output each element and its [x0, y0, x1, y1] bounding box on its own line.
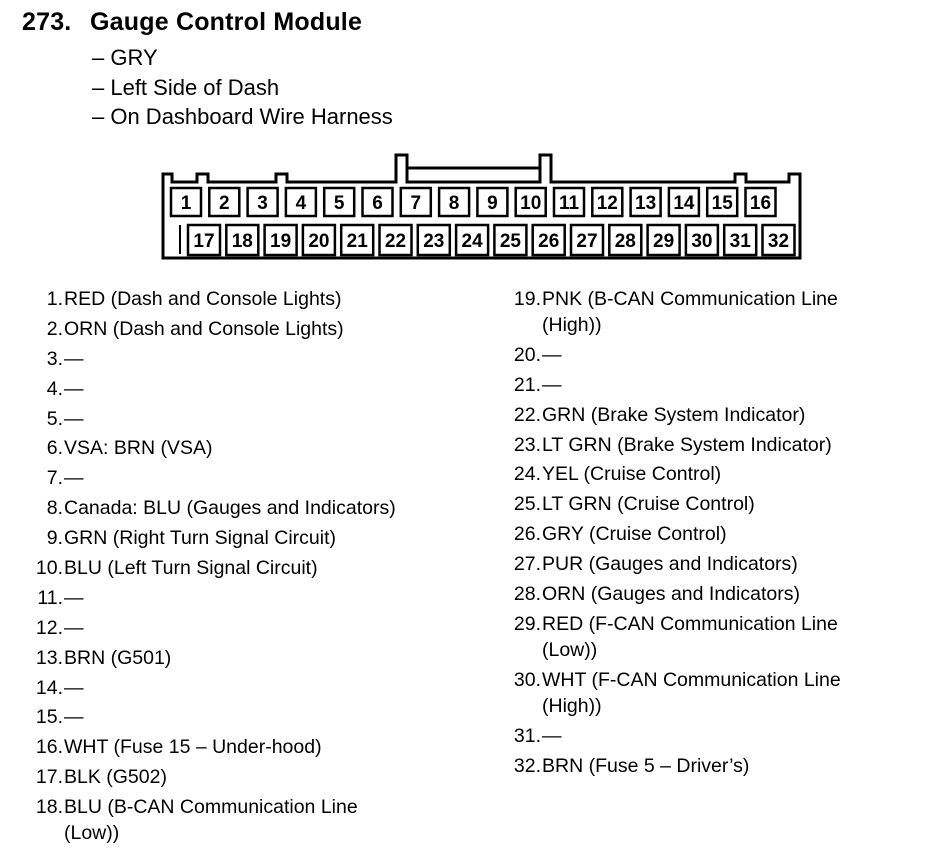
pin-number: 16. [35, 736, 63, 759]
pin-label: 4 [295, 193, 307, 214]
pin-number: 31. [513, 724, 541, 747]
pin-number: 5. [46, 407, 63, 430]
connector-pin-5 [324, 188, 354, 216]
pin-description: WHT (Fuse 15 – Under-hood) [64, 736, 322, 759]
pin-description: — [542, 373, 562, 396]
detail-location: – Left Side of Dash [92, 74, 280, 100]
pin-entry [18, 465, 458, 491]
pin-number: 11. [37, 586, 63, 609]
connector-pin-2 [209, 188, 239, 216]
pin-number: 17. [35, 766, 63, 789]
pin-entry [496, 286, 928, 338]
pin-description: RED (Dash and Console Lights) [64, 288, 342, 310]
pin-entry [18, 645, 458, 671]
pin-entry [18, 376, 458, 402]
pin-label: 24 [461, 231, 483, 252]
pin-number: 12. [35, 616, 63, 639]
pin-description: RED (F-CAN Communication Line (Low)) [542, 612, 838, 661]
pin-number: 8. [46, 497, 63, 520]
connector-pin-3 [248, 188, 278, 216]
pin-entry [18, 316, 458, 342]
pin-entry [18, 346, 458, 372]
pin-entry [18, 734, 458, 760]
pin-description: LT GRN (Brake System Indicator) [542, 433, 832, 456]
connector-pin-25 [494, 225, 526, 255]
pin-label: 26 [538, 231, 560, 252]
connector-pin-19 [265, 225, 297, 255]
connector-pin-30 [686, 225, 718, 255]
pin-entry [496, 581, 928, 607]
pin-label: 1 [180, 193, 192, 214]
pin-description: Canada: BLU (Gauges and Indicators) [64, 497, 396, 520]
pin-description: BLK (G502) [64, 766, 167, 789]
pin-number: 2. [46, 317, 63, 340]
pin-label: 32 [767, 231, 790, 252]
pin-entry [496, 491, 928, 517]
pin-description: ORN (Gauges and Indicators) [542, 583, 800, 606]
pin-description: YEL (Cruise Control) [542, 463, 722, 486]
pin-entry [496, 551, 928, 577]
pin-description: — [64, 586, 84, 609]
pin-entry [496, 461, 928, 487]
pin-label: 8 [448, 193, 460, 214]
pin-number: 3. [46, 347, 63, 370]
pin-description: — [64, 706, 84, 729]
pin-entry [18, 525, 458, 551]
pin-entry [496, 432, 928, 458]
pin-label: 6 [372, 193, 383, 214]
detail-color: – GRY [92, 45, 158, 70]
connector-pin-9 [477, 188, 507, 216]
pin-entry [496, 402, 928, 428]
pin-entry [18, 495, 458, 521]
pin-label: 29 [653, 231, 675, 252]
connector-pin-12 [592, 188, 622, 216]
connector-pin-1 [171, 188, 201, 216]
pin-number: 14. [35, 676, 63, 699]
pin-label: 23 [423, 231, 445, 252]
pin-label: 20 [308, 231, 330, 252]
pin-number: 6. [46, 437, 63, 460]
pin-number: 30. [513, 668, 541, 691]
pin-number: 22. [513, 403, 541, 426]
pin-entry [18, 585, 458, 611]
pin-description: ORN (Dash and Console Lights) [64, 317, 344, 340]
pin-label: 25 [499, 231, 521, 252]
pin-entry [496, 667, 928, 719]
pin-label: 19 [270, 231, 292, 252]
pin-entry [496, 521, 928, 547]
pin-number: 9. [46, 527, 63, 550]
pin-description: BLU (B-CAN Communication Line (Low)) [64, 796, 358, 845]
pin-entry [496, 372, 928, 398]
pin-label: 11 [558, 193, 580, 214]
pin-description: GRN (Brake System Indicator) [542, 403, 806, 426]
pin-description: BLU (Left Turn Signal Circuit) [64, 557, 318, 580]
pin-description: — [64, 377, 84, 400]
pin-entry [18, 764, 458, 790]
pin-entry [18, 435, 458, 461]
pin-number: 21. [513, 373, 541, 396]
pin-description: — [64, 407, 84, 430]
pin-number: 19. [513, 288, 541, 310]
pin-label: 9 [487, 193, 498, 214]
pin-description: GRY (Cruise Control) [542, 523, 727, 546]
pin-description: PNK (B-CAN Communication Line (High)) [542, 288, 838, 336]
pin-description: — [64, 616, 84, 639]
pin-description: — [542, 343, 562, 366]
pin-description: — [542, 724, 562, 747]
connector-pin-27 [571, 225, 603, 255]
pin-entry [496, 723, 928, 749]
pin-label: 7 [410, 193, 422, 214]
pin-label: 31 [729, 231, 751, 252]
pin-description: WHT (F-CAN Communication Line (High)) [542, 668, 841, 717]
pin-number: 13. [35, 646, 63, 669]
pin-description: — [64, 676, 84, 699]
connector-pin-15 [707, 188, 737, 216]
pin-label: 15 [711, 193, 733, 214]
pin-description: BRN (G501) [64, 646, 172, 669]
pin-list-right [496, 286, 928, 782]
connector-pin-6 [363, 188, 393, 216]
connector-pin-13 [631, 188, 661, 216]
pin-label: 30 [691, 231, 713, 252]
pin-label: 16 [749, 193, 772, 214]
connector-pin-14 [669, 188, 699, 216]
pin-entry [18, 615, 458, 641]
connector-pin-18 [226, 225, 258, 255]
pin-label: 22 [384, 231, 407, 252]
pin-number: 18. [35, 796, 63, 819]
pin-entry [18, 286, 458, 312]
pin-number: 28. [513, 583, 541, 606]
pin-number: 23. [513, 433, 541, 456]
connector-pin-4 [286, 188, 316, 216]
connector-pin-24 [456, 225, 488, 255]
pin-description: VSA: BRN (VSA) [64, 437, 213, 460]
pin-number: 27. [513, 553, 541, 576]
connector-pin-20 [303, 225, 335, 255]
pin-label: 28 [614, 231, 636, 252]
connector-pin-10 [516, 188, 546, 216]
connector-pin-32 [763, 225, 795, 255]
detail-harness: – On Dashboard Wire Harness [92, 104, 393, 129]
pin-number: 29. [513, 612, 541, 635]
pin-label: 10 [520, 193, 542, 214]
connector-pin-22 [380, 225, 412, 255]
pin-entry [18, 555, 458, 581]
pin-number: 1. [46, 288, 63, 310]
pin-number: 25. [513, 493, 541, 516]
pin-label: 3 [257, 193, 268, 214]
connector-pin-16 [746, 188, 776, 216]
connector-pin-26 [533, 225, 565, 255]
title-text: Gauge Control Module [90, 8, 363, 36]
pin-label: 21 [346, 231, 368, 252]
pin-description: — [64, 467, 84, 490]
pin-number: 15. [35, 706, 63, 729]
connector-pin-21 [341, 225, 373, 255]
connector-pin-28 [609, 225, 641, 255]
pin-number: 20. [513, 343, 541, 366]
pin-label: 12 [596, 193, 618, 214]
pin-label: 14 [673, 193, 695, 214]
connector-pin-11 [554, 188, 584, 216]
pin-label: 13 [635, 193, 657, 214]
pin-number: 7. [46, 467, 63, 490]
pin-number: 32. [513, 754, 541, 777]
pin-entry [496, 753, 928, 779]
pin-number: 26. [513, 523, 541, 546]
pin-description: GRN (Right Turn Signal Circuit) [64, 527, 336, 550]
pin-number: 24. [513, 463, 541, 486]
pin-description: LT GRN (Cruise Control) [542, 493, 755, 516]
connector-diagram [0, 0, 928, 270]
pin-entry [18, 704, 458, 730]
pin-label: 5 [333, 193, 345, 214]
pin-label: 17 [193, 231, 215, 252]
pin-number: 4. [46, 377, 63, 400]
pin-entry [18, 675, 458, 701]
pin-entry [496, 611, 928, 663]
pin-entry [496, 342, 928, 368]
pin-description: BRN (Fuse 5 – Driver’s) [542, 754, 750, 777]
pin-number: 10. [35, 557, 63, 580]
connector-pin-29 [648, 225, 680, 255]
pin-list-left [18, 286, 458, 850]
pin-description: — [64, 347, 84, 370]
connector-pin-8 [439, 188, 469, 216]
connector-pin-23 [418, 225, 450, 255]
pin-entry [18, 794, 458, 846]
connector-pin-17 [188, 225, 220, 255]
pin-description: PUR (Gauges and Indicators) [542, 553, 798, 576]
pin-label: 2 [219, 193, 230, 214]
connector-pin-31 [724, 225, 756, 255]
pin-label: 18 [231, 231, 253, 252]
pin-label: 27 [576, 231, 598, 252]
connector-pin-7 [401, 188, 431, 216]
section-number: 273. [22, 8, 72, 36]
pin-entry [18, 406, 458, 432]
